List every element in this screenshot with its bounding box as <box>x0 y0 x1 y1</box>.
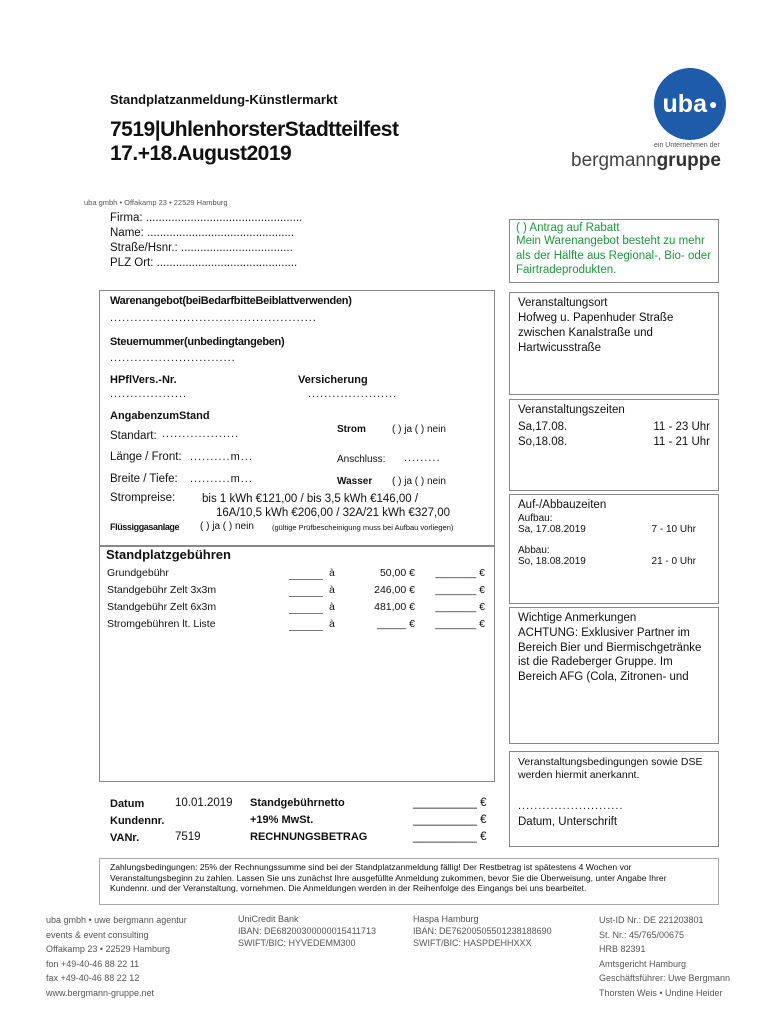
fee-total-field[interactable]: _______ € <box>435 584 485 596</box>
versicherung-field[interactable]: ...................... <box>308 388 398 400</box>
zeiten-day: So,18.08. <box>518 436 568 448</box>
footer-line: fax +49-40-46 88 22 12 <box>46 973 140 983</box>
breite-field[interactable]: ..........m... <box>190 473 253 485</box>
brand-logo <box>571 150 721 172</box>
footer-company <box>46 913 187 1000</box>
standart-field[interactable]: ................... <box>162 428 240 440</box>
mwst-label: +19% MwSt. <box>250 814 314 826</box>
standart-label: Standart: <box>110 430 157 442</box>
bedingungen-box <box>509 751 719 847</box>
zeiten-row <box>518 435 710 450</box>
zahlungsbedingungen: Zahlungsbedingungen: 25% der Rechnungssumme sind bei der Standplatzanmeldung fällig! Der Restbetrag ist spätestens 4 Wochen vor Veranstaltungsbeginn zu zahlen. Lassen Sie uns zunächst Ihre ausgefüllte Anmeldung zukommen, bevor Sie die Überweisung, unter Angabe Ihrer Kundennr. und der Veranstaltung, vornehmen. Die Anmeldungen werden in der Reihenfolge des Eingangs bei uns bearbeitet. <box>99 858 719 905</box>
plz-field[interactable]: PLZ Ort: ............................................ <box>110 257 298 269</box>
zeiten-day: Sa,17.08. <box>518 421 568 433</box>
footer-legal <box>599 913 730 1000</box>
brand-part2: gruppe <box>656 150 721 171</box>
anschluss-field[interactable]: ......... <box>404 452 441 464</box>
fee-quantity-field[interactable] <box>289 579 323 580</box>
logo-text: uba <box>662 89 707 118</box>
vanr-label: VANr. <box>110 832 140 844</box>
datum-value: 10.01.2019 <box>175 797 233 809</box>
fee-price: 481,00 € <box>374 601 415 613</box>
fee-quantity-field[interactable] <box>289 613 323 614</box>
sender-line: uba gmbh • Offakamp 23 • 22529 Hamburg <box>84 198 228 207</box>
warenangebot-field[interactable]: ................................................... <box>110 312 317 324</box>
rabatt-checkbox[interactable]: ( ) Antrag auf Rabatt <box>516 222 620 234</box>
bedingungen-text: Veranstaltungsbedingungen sowie DSE werden hiermit anerkannt. <box>518 756 703 781</box>
fee-quantity-field[interactable] <box>289 596 323 597</box>
m-unit-2: m <box>230 473 241 485</box>
aufbau-title: Auf-/Abbauzeiten <box>518 499 607 511</box>
fee-label: Grundgebühr <box>107 567 169 579</box>
abbau-row <box>518 556 710 567</box>
fee-label: Standgebühr Zelt 6x3m <box>107 601 217 613</box>
datum-label: Datum <box>110 798 145 810</box>
steuernummer-label: Steuernummer(unbedingtangeben) <box>110 336 285 348</box>
name-field[interactable]: Name: .............................................. <box>110 227 295 239</box>
netto-field[interactable]: __________ € <box>413 797 487 809</box>
fee-multiplier: à <box>329 584 335 596</box>
hpfl-label: HPflVers.-Nr. <box>110 374 177 386</box>
rabatt-text: Mein Warenangebot besteht zu mehr als der Hälfte aus Regional-, Bio- oder Fairtradeprodukten. <box>516 235 711 276</box>
footer-line: Geschäftsführer: Uwe Bergmann <box>599 973 731 983</box>
form-subtitle: Standplatzanmeldung-Künstlermarkt <box>110 92 338 107</box>
abbau-label: Abbau: <box>518 545 550 556</box>
versicherung-label: Versicherung <box>298 374 368 386</box>
fee-total-field[interactable]: _______ € <box>435 601 485 613</box>
uba-logo: uba ● <box>654 68 726 140</box>
fee-multiplier: à <box>329 618 335 630</box>
fee-price: 246,00 € <box>374 584 415 596</box>
fluessiggas-options[interactable]: ( ) ja ( ) nein <box>200 521 254 532</box>
rabatt-box <box>509 219 719 283</box>
strompreise-line-2: 16A/10,5 kWh €206,00 / 32A/21 kWh €327,00 <box>216 507 450 519</box>
event-title <box>110 118 398 166</box>
fee-label: Stromgebühren lt. Liste <box>107 618 216 630</box>
footer-line: SWIFT/BIC: HYVEDEMM300 <box>238 938 356 948</box>
wasser-label: Wasser <box>337 476 373 487</box>
zeiten-time: 11 - 23 Uhr <box>653 421 710 433</box>
zeiten-title: Veranstaltungszeiten <box>518 404 625 416</box>
anmerkungen-title: Wichtige Anmerkungen <box>518 612 637 624</box>
brand-part1: bergmann <box>571 150 657 171</box>
address-block <box>110 211 302 271</box>
fee-price: 50,00 € <box>379 567 415 579</box>
logo-tagline: ein Unternehmen der <box>654 142 720 149</box>
aufbau-time: 7 - 10 Uhr <box>651 524 696 535</box>
aufbau-label: Aufbau: <box>518 513 553 524</box>
anschluss-label: Anschluss: <box>337 454 386 465</box>
m-unit-1: m <box>230 451 241 463</box>
fee-price: _____ € <box>377 618 415 630</box>
event-date: 17.+18.August2019 <box>110 142 292 165</box>
abbau-day: So, 18.08.2019 <box>518 556 586 567</box>
warenangebot-label: Warenangebot(beiBedarfbitteBeiblattverwenden) <box>110 295 352 307</box>
betrag-field[interactable]: __________ € <box>413 831 487 843</box>
zeiten-box <box>509 399 719 491</box>
netto-label: Standgebührnetto <box>250 797 345 809</box>
footer-line: St. Nr.: 45/765/00675 <box>599 929 685 940</box>
betrag-label: RECHNUNGSBETRAG <box>250 831 368 843</box>
mwst-field[interactable]: __________ € <box>413 814 487 826</box>
strom-options[interactable]: ( ) ja ( ) nein <box>392 424 446 435</box>
gebuehren-title: Standplatzgebühren <box>106 547 231 562</box>
fee-quantity-field[interactable] <box>289 630 323 631</box>
signature-label: Datum, Unterschrift <box>518 816 618 828</box>
zeiten-list <box>518 420 710 450</box>
fee-label: Standgebühr Zelt 3x3m <box>107 584 217 596</box>
gebuehren-box <box>99 546 495 782</box>
aufbau-row <box>518 524 710 535</box>
fluessiggas-note: (gültige Prüfbescheinigung muss bei Aufbau vorliegen) <box>272 523 454 532</box>
laenge-field[interactable]: ..........m... <box>190 451 253 463</box>
footer-line: uba gmbh • uwe bergmann agentur <box>46 915 187 925</box>
firma-field[interactable]: Firma: ................................................. <box>110 212 303 224</box>
footer-line: Ust-ID Nr.: DE 221203801 <box>599 915 704 925</box>
hpfl-field[interactable]: ................... <box>110 388 188 400</box>
footer-bank-unicredit <box>238 913 376 949</box>
wasser-options[interactable]: ( ) ja ( ) nein <box>392 476 446 487</box>
fee-multiplier: à <box>329 601 335 613</box>
anmerkungen-text: ACHTUNG: Exklusiver Partner im Bereich Bier und Biermischgetränke ist die Radeberger Gruppe. Im Bereich AFG (Cola, Zitronen- und <box>518 627 702 683</box>
aufbau-day: Sa, 17.08.2019 <box>518 524 586 535</box>
event-name: 7519|UhlenhorsterStadtteilfest <box>110 118 399 141</box>
footer-line: SWIFT/BIC: HASPDEHHXXX <box>413 938 532 948</box>
footer-line: events & event consulting <box>46 929 149 940</box>
vanr-value: 7519 <box>175 831 201 843</box>
strompreise-label: Strompreise: <box>110 492 176 504</box>
footer-line: Thorsten Weis • Undine Heider <box>599 987 723 998</box>
footer-line: Haspa Hamburg <box>413 914 479 924</box>
footer-line: HRB 82391 <box>599 944 646 954</box>
footer-line: www.bergmann-gruppe.net <box>46 987 155 998</box>
aufbau-box <box>509 494 719 604</box>
footer-line: IBAN: DE68200300000015411713 <box>238 926 376 936</box>
signature-field[interactable]: .......................... <box>518 800 624 812</box>
fee-total-field[interactable]: _______ € <box>435 618 485 630</box>
ort-box <box>509 292 719 395</box>
fee-total-field[interactable]: _______ € <box>435 567 485 579</box>
ort-title: Veranstaltungsort <box>518 297 608 309</box>
breite-label: Breite / Tiefe: <box>110 473 178 485</box>
kundennr-label: Kundennr. <box>110 815 165 827</box>
footer-line: UniCredit Bank <box>238 914 299 924</box>
strasse-field[interactable]: Straße/Hsnr.: ................................... <box>110 242 293 254</box>
footer-bank-haspa <box>413 913 552 949</box>
footer-line: Offakamp 23 • 22529 Hamburg <box>46 944 171 954</box>
steuernummer-field[interactable]: ............................... <box>110 352 236 364</box>
strompreise-values <box>202 492 450 520</box>
footer-line: IBAN: DE76200505501238188690 <box>413 926 552 936</box>
laenge-label: Länge / Front: <box>110 451 182 463</box>
ort-text: Hofweg u. Papenhuder Straße zwischen Kanalstraße und Hartwicusstraße <box>518 312 674 354</box>
footer-line: Amtsgericht Hamburg <box>599 958 687 969</box>
angaben-heading: AngabenzumStand <box>110 410 210 422</box>
fee-multiplier: à <box>329 567 335 579</box>
zeiten-time: 11 - 21 Uhr <box>653 436 710 448</box>
strompreise-line-1: bis 1 kWh €121,00 / bis 3,5 kWh €146,00 / <box>202 493 419 505</box>
strom-label: Strom <box>337 424 366 435</box>
fluessiggas-label: Flüssiggasanlage <box>110 522 180 532</box>
abbau-time: 21 - 0 Uhr <box>651 556 696 567</box>
anmerkungen-box <box>509 607 719 744</box>
footer-line: fon +49-40-46 88 22 11 <box>46 958 140 969</box>
zeiten-row <box>518 420 710 435</box>
